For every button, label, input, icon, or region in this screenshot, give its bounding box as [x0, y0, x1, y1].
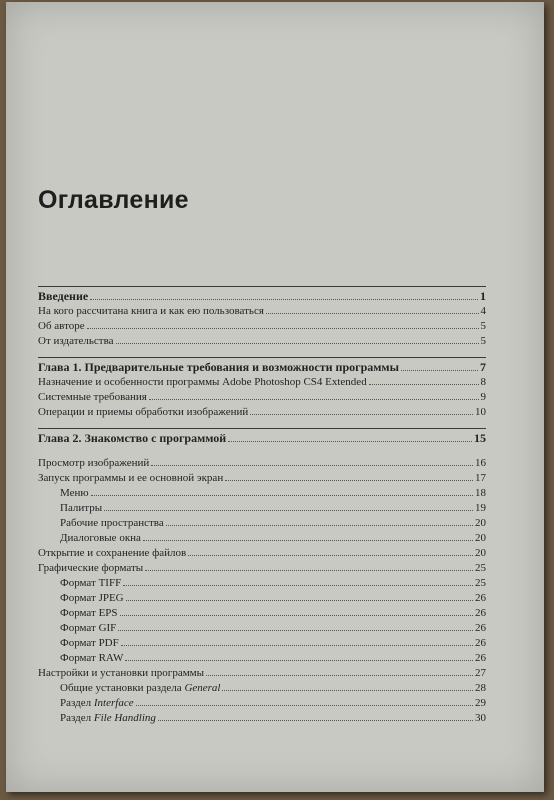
toc-entry-label: Открытие и сохранение файлов	[38, 547, 187, 559]
toc-entry	[38, 304, 486, 319]
toc-page-number: 10	[475, 406, 486, 418]
divider	[38, 357, 486, 358]
toc-page-number: 20	[475, 547, 486, 559]
leader-dots	[158, 720, 473, 721]
toc-entry-label: Запуск программы и ее основной экран	[38, 472, 224, 484]
toc-page-number: 30	[475, 712, 486, 724]
toc-entry-label: Рабочие пространства	[60, 517, 164, 529]
toc-page-number: 26	[475, 652, 486, 664]
divider	[38, 428, 486, 429]
toc-subentry	[38, 516, 486, 531]
toc-page-number: 26	[475, 592, 486, 604]
toc-entry	[38, 546, 486, 561]
toc-label-italic: File Handling	[93, 712, 156, 724]
toc-subentry	[38, 651, 486, 666]
toc-page-number: 4	[480, 305, 486, 317]
toc-entry	[38, 319, 486, 334]
toc-entry-label: Формат PDF	[60, 637, 119, 649]
toc-entry-label: Назначение и особенности программы Adobe Photoshop CS4 Extended	[38, 376, 367, 388]
leader-dots	[143, 540, 473, 541]
leader-dots	[145, 570, 473, 571]
toc-page-number: 26	[475, 637, 486, 649]
toc-entry-label: Операции и приемы обработки изображений	[38, 406, 249, 418]
toc-subentry	[38, 576, 486, 591]
leader-dots	[116, 343, 479, 344]
leader-dots	[206, 675, 473, 676]
leader-dots	[123, 585, 473, 586]
toc-heading-label: Введение	[38, 289, 89, 303]
toc-entry-label	[60, 696, 134, 711]
toc-page-number: 15	[474, 431, 486, 445]
leader-dots	[126, 600, 473, 601]
toc-entry	[38, 666, 486, 681]
toc-label-italic: Interface	[93, 697, 134, 709]
toc-entry-label: Об авторе	[38, 320, 85, 332]
toc-subentry	[38, 636, 486, 651]
toc-entry-label: Системные требования	[38, 391, 147, 403]
leader-dots	[125, 660, 473, 661]
toc-entry-label: Диалоговые окна	[60, 532, 141, 544]
leader-dots	[90, 299, 478, 300]
leader-dots	[369, 384, 479, 385]
toc-heading-label: Глава 2. Знакомство с программой	[38, 431, 227, 445]
leader-dots	[250, 414, 473, 415]
toc-entry-label	[60, 681, 220, 696]
toc-heading-chapter1	[38, 360, 486, 375]
book-page	[6, 2, 544, 792]
toc-subentry	[38, 501, 486, 516]
toc-subentry	[38, 486, 486, 501]
toc-label-italic: General	[184, 682, 221, 694]
toc-page-number: 26	[475, 607, 486, 619]
toc-subentry	[38, 621, 486, 636]
toc-entry	[38, 561, 486, 576]
leader-dots	[91, 495, 473, 496]
leader-dots	[118, 630, 473, 631]
toc-entry-label: Просмотр изображений	[38, 457, 150, 469]
toc-entry-label	[60, 711, 156, 726]
toc-subentry	[38, 591, 486, 606]
leader-dots	[87, 328, 479, 329]
table-of-contents	[38, 286, 486, 726]
toc-entry-label: Формат GIF	[60, 622, 117, 634]
leader-dots	[104, 510, 473, 511]
toc-page-number: 18	[475, 487, 486, 499]
leader-dots	[121, 645, 473, 646]
toc-entry-label: Формат EPS	[60, 607, 118, 619]
toc-subentry	[38, 681, 486, 696]
toc-entry-label: Формат JPEG	[60, 592, 124, 604]
toc-entry	[38, 456, 486, 471]
toc-label-text: Раздел	[60, 712, 92, 724]
toc-page-number: 8	[480, 376, 486, 388]
toc-page-number: 5	[480, 320, 486, 332]
toc-subentry	[38, 531, 486, 546]
toc-page-number: 9	[480, 391, 486, 403]
toc-entry-label: Меню	[60, 487, 89, 499]
toc-page-number: 20	[475, 532, 486, 544]
toc-page-number: 28	[475, 682, 486, 694]
toc-entry	[38, 405, 486, 420]
toc-entry-label: Палитры	[60, 502, 103, 514]
leader-dots	[222, 690, 473, 691]
toc-page-number: 29	[475, 697, 486, 709]
toc-heading-label: Глава 1. Предварительные требования и возможности программы	[38, 360, 399, 374]
divider	[38, 286, 486, 287]
toc-entry-label: Настройки и установки программы	[38, 667, 205, 679]
toc-entry-label: Формат RAW	[60, 652, 124, 664]
toc-entry-label: На кого рассчитана книга и как ею пользоваться	[38, 305, 264, 317]
toc-page-number: 17	[475, 472, 486, 484]
toc-entry-label: От издательства	[38, 335, 114, 347]
toc-page-number: 5	[480, 335, 486, 347]
toc-page-number: 16	[475, 457, 486, 469]
leader-dots	[120, 615, 473, 616]
leader-dots	[266, 313, 479, 314]
toc-heading-chapter2	[38, 431, 486, 446]
leader-dots	[225, 480, 473, 481]
toc-entry-label: Графические форматы	[38, 562, 144, 574]
toc-page-number: 26	[475, 622, 486, 634]
toc-subentry	[38, 711, 486, 726]
toc-entry-label: Формат TIFF	[60, 577, 122, 589]
toc-page-number: 20	[475, 517, 486, 529]
leader-dots	[188, 555, 473, 556]
toc-page-number: 25	[475, 562, 486, 574]
toc-entry	[38, 375, 486, 390]
toc-label-text: Раздел	[60, 697, 92, 709]
page-title: Оглавление	[38, 186, 189, 214]
leader-dots	[151, 465, 473, 466]
toc-page-number: 25	[475, 577, 486, 589]
toc-entry	[38, 471, 486, 486]
toc-label-text: Общие установки раздела	[60, 682, 182, 694]
leader-dots	[166, 525, 473, 526]
toc-subentry	[38, 696, 486, 711]
toc-entry	[38, 334, 486, 349]
leader-dots	[228, 441, 472, 442]
toc-heading-intro	[38, 289, 486, 304]
toc-page-number: 7	[480, 360, 486, 374]
toc-page-number: 27	[475, 667, 486, 679]
leader-dots	[401, 370, 478, 371]
toc-subentry	[38, 606, 486, 621]
toc-entry	[38, 390, 486, 405]
toc-page-number: 1	[480, 289, 486, 303]
toc-page-number: 19	[475, 502, 486, 514]
leader-dots	[136, 705, 473, 706]
leader-dots	[149, 399, 479, 400]
